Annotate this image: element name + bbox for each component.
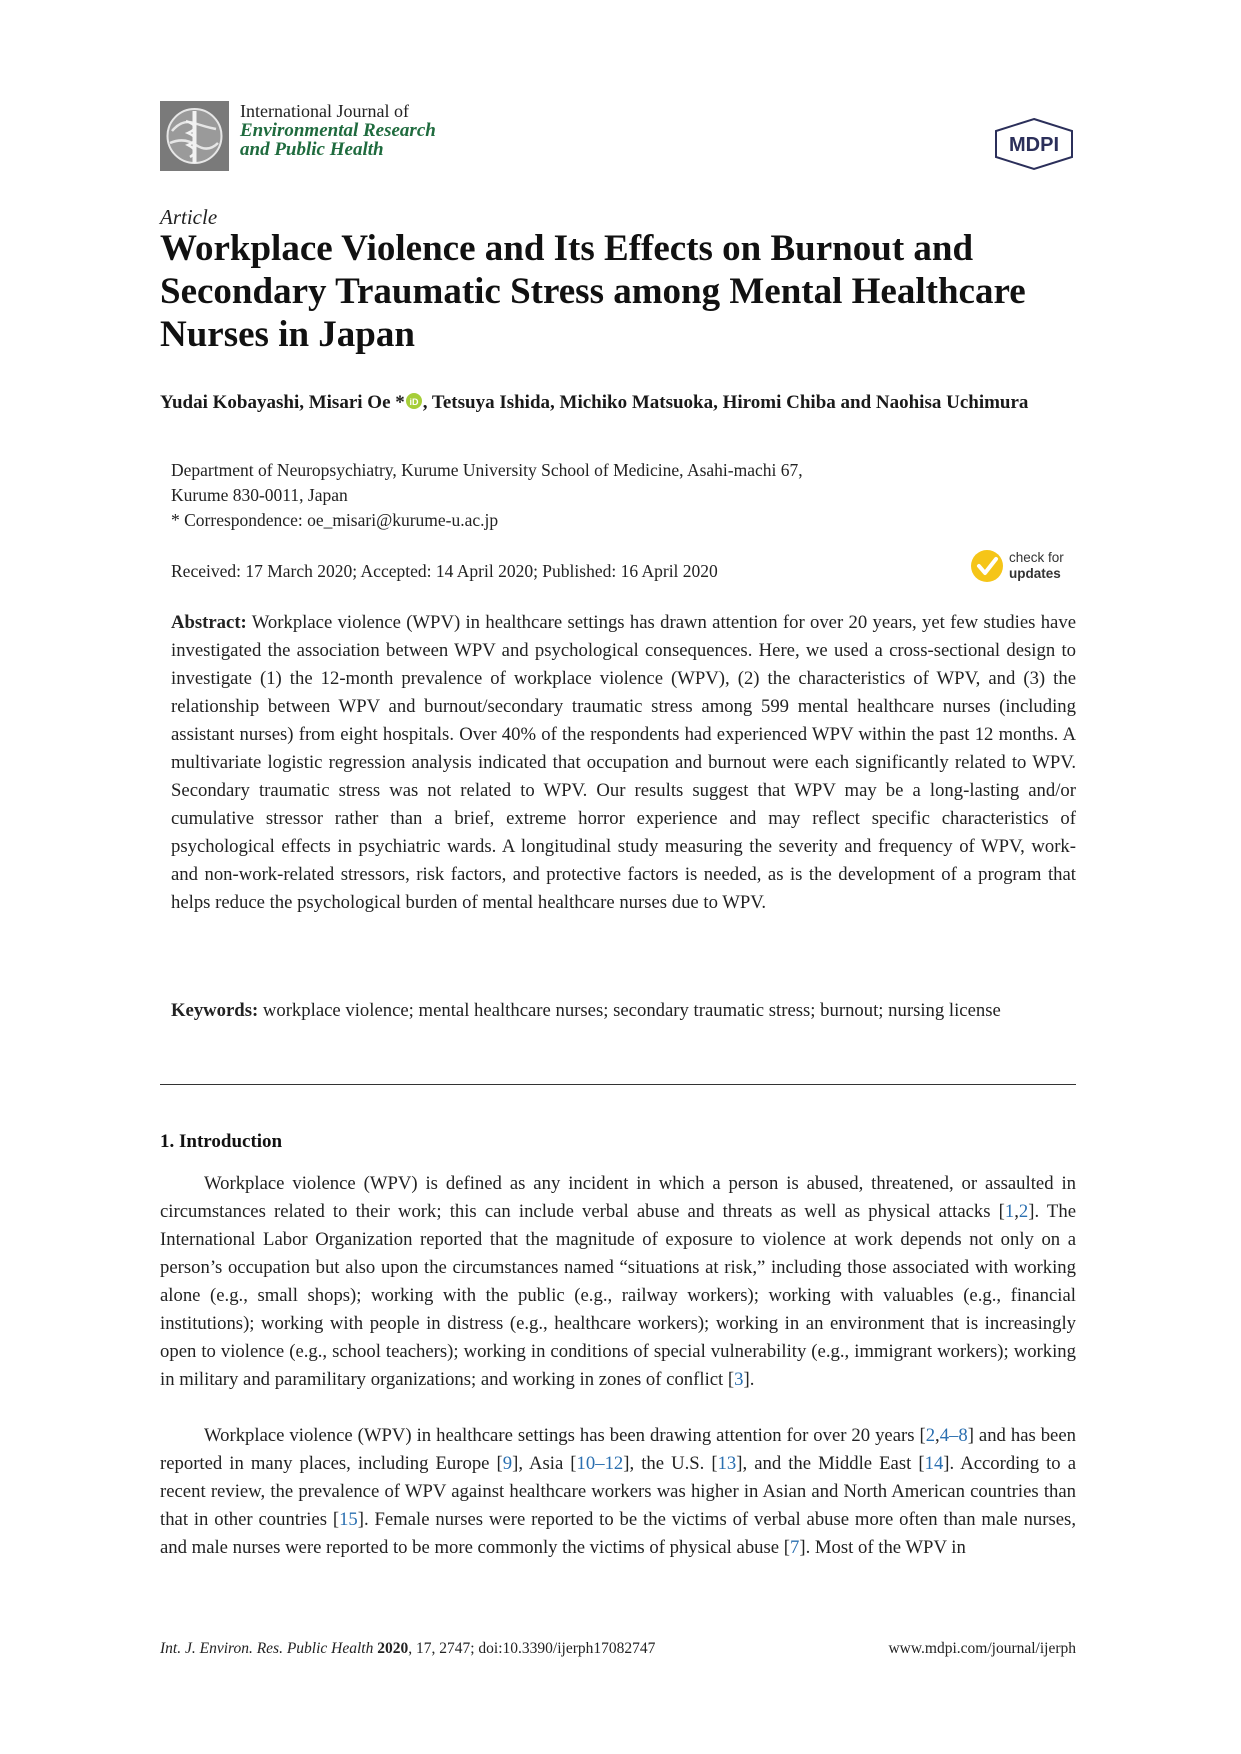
citation-link[interactable]: 10–12 <box>576 1453 624 1474</box>
abstract <box>171 609 1076 917</box>
text-run: Workplace violence (WPV) in healthcare settings has been drawing attention for over 20 years [ <box>204 1425 926 1446</box>
citation-link[interactable]: 15 <box>339 1509 358 1530</box>
keywords <box>171 997 1076 1025</box>
check-updates-line1: check for <box>1009 550 1064 565</box>
affiliation-line1: Department of Neuropsychiatry, Kurume University School of Medicine, Asahi-machi 67, <box>171 460 803 480</box>
publication-dates: Received: 17 March 2020; Accepted: 14 April 2020; Published: 16 April 2020 <box>171 561 718 581</box>
text-run: ], the U.S. [ <box>623 1453 718 1474</box>
citation-link[interactable]: 2 <box>1018 1201 1029 1222</box>
affiliation-line2: Kurume 830-0011, Japan <box>171 485 348 505</box>
authors-part1: Yudai Kobayashi, Misari Oe * <box>160 392 405 413</box>
citation-link[interactable]: 3 <box>734 1369 744 1390</box>
text-run: ], and the Middle East [ <box>736 1453 925 1474</box>
authors-part2: , Tetsuya Ishida, Michiko Matsuoka, Hiromi Chiba and Naohisa Uchimura <box>422 392 1029 413</box>
journal-name-line1: International Journal of <box>240 101 409 121</box>
abstract-label: Abstract: <box>171 612 247 633</box>
check-for-updates-badge[interactable] <box>970 546 1080 586</box>
text-run: , <box>1014 1201 1019 1222</box>
citation-link[interactable]: 14 <box>924 1453 944 1474</box>
section-divider <box>160 1084 1076 1085</box>
journal-name-line2: Environmental Research <box>240 120 436 141</box>
author-list <box>160 389 1060 417</box>
svg-text:iD: iD <box>409 397 419 407</box>
footer-citation <box>160 1640 655 1658</box>
citation-link[interactable]: 1 <box>1004 1201 1015 1222</box>
check-updates-line2: updates <box>1009 566 1061 581</box>
footer-url[interactable]: www.mdpi.com/journal/ijerph <box>888 1640 1076 1657</box>
citation-link[interactable]: 9 <box>502 1453 513 1474</box>
journal-name <box>240 102 436 159</box>
footer-doi: , 17, 2747; doi:10.3390/ijerph17082747 <box>408 1640 656 1657</box>
intro-paragraph-2 <box>160 1422 1076 1562</box>
text-run: Workplace violence (WPV) is defined as any incident in which a person is abused, threatened, or assaulted in circumstances related to their work; this can include verbal abuse and threats as well as physical attacks [ <box>160 1173 1076 1222</box>
keywords-label: Keywords: <box>171 1000 259 1021</box>
abstract-text: Workplace violence (WPV) in healthcare settings has drawn attention for over 20 years, yet few studies have investigated the association between WPV and psychological consequences. Here, we used a cross-sectional design to investigate (1) the 12-month prevalence of workplace violence (WPV), (2) the characteristics of WPV, and (3) the relationship between WPV and burnout/secondary traumatic stress among 599 mental healthcare nurses (including assistant nurses) from eight hospitals. Over 40% of the respondents had experienced WPV within the past 12 months. A multivariate logistic regression analysis indicated that occupation and burnout were each significantly related to WPV. Secondary traumatic stress was not related to WPV. Our results suggest that WPV may be a long-lasting and/or cumulative stressor rather than a brief, extreme horror experience and may reflect specific characteristics of psychological effects in psychiatric wards. A longitudinal study measuring the severity and frequency of WPV, work- and non-work-related stressors, risk factors, and protective factors is needed, as is the development of a program that helps reduce the psychological burden of mental healthcare nurses due to WPV. <box>171 612 1076 913</box>
correspondence: * Correspondence: oe_misari@kurume-u.ac.jp <box>171 510 499 530</box>
text-run: ], Asia [ <box>512 1453 577 1474</box>
paper-title: Workplace Violence and Its Effects on Burnout and Secondary Traumatic Stress among Mental Healthcare Nurses in Japan <box>160 228 1026 355</box>
footer-journal-abbrev: Int. J. Environ. Res. Public Health <box>160 1640 374 1657</box>
text-run: ]. According to a recent review, the prevalence of WPV against healthcare workers was higher in Asian and North American countries than that in other countries [ <box>160 1453 1076 1530</box>
section-heading: 1. Introduction <box>160 1131 283 1152</box>
text-run: ]. <box>743 1369 755 1390</box>
intro-paragraph-1 <box>160 1170 1076 1394</box>
citation-link[interactable]: 7 <box>790 1537 800 1558</box>
text-run: ]. Most of the WPV in <box>799 1537 966 1558</box>
article-type: Article <box>160 205 218 229</box>
affiliation-block <box>171 458 1071 533</box>
citation-link[interactable]: 2 <box>925 1425 936 1446</box>
footer-year: 2020 <box>377 1640 409 1657</box>
journal-logo <box>160 101 229 171</box>
publisher-name: MDPI <box>1009 134 1059 156</box>
text-run: , <box>935 1425 940 1446</box>
keywords-text: workplace violence; mental healthcare nurses; secondary traumatic stress; burnout; nursing license <box>262 1000 1001 1021</box>
mdpi-logo <box>992 117 1076 171</box>
journal-name-line3: and Public Health <box>240 139 384 160</box>
text-run: ]. The International Labor Organization reported that the magnitude of exposure to violence at work depends not only on a person’s occupation but also upon the circumstances named “situations at risk,” including those associated with working alone (e.g., small shops); working with the public (e.g., railway workers); working with valuables (e.g., financial institutions); working with people in distress (e.g., healthcare workers); working in an environment that is increasingly open to violence (e.g., school teachers); working in conditions of special vulnerability (e.g., immigrant workers); working in military and paramilitary organizations; and working in zones of conflict [ <box>160 1201 1076 1390</box>
text-run: ]. Female nurses were reported to be the victims of verbal abuse more often than male nurses, and male nurses were reported to be more commonly the victims of physical abuse [ <box>160 1509 1076 1558</box>
citation-link[interactable]: 4–8 <box>939 1425 968 1446</box>
citation-link[interactable]: 13 <box>717 1453 737 1474</box>
text-run: ] and has been reported in many places, including Europe [ <box>160 1425 1076 1474</box>
orcid-icon[interactable] <box>406 393 422 409</box>
